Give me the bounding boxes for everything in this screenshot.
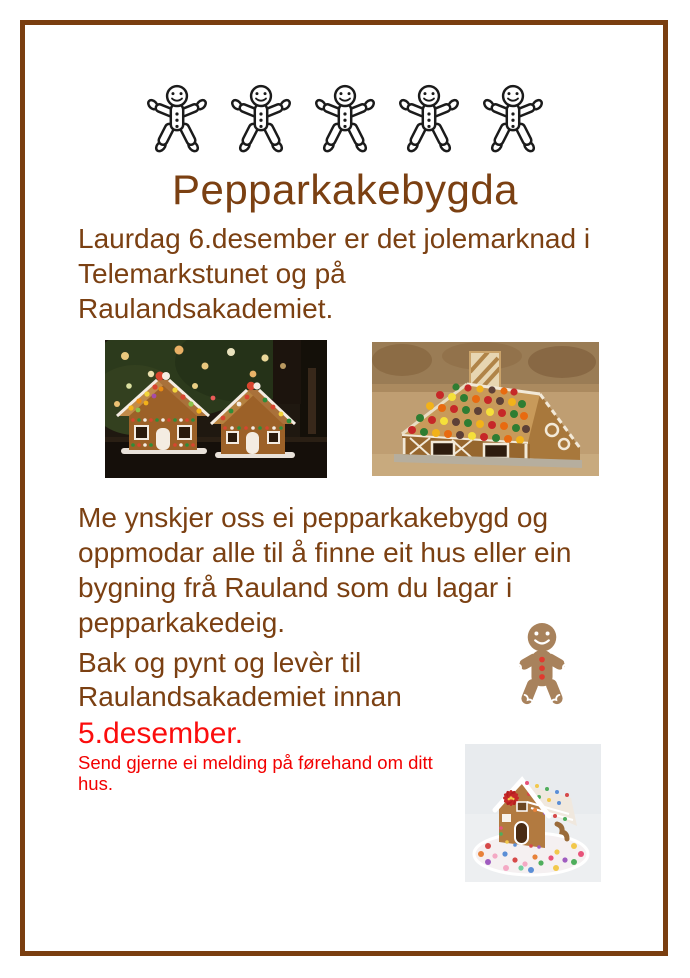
request-line: bygning frå Rauland som du lagar i [78, 572, 513, 603]
gingerbread-man-outline-icon [398, 84, 460, 154]
request-line: oppmodar alle til å finne eit hus eller ein [78, 537, 572, 568]
gingerbread-man-brown-icon [511, 620, 573, 714]
request-line: Me ynskjer oss ei pepparkakebygd og [78, 502, 549, 533]
deliver-line: Bak og pynt og levèr til [78, 647, 362, 678]
request-paragraph [78, 500, 571, 640]
note-line: hus. [78, 773, 113, 794]
two-gingerbread-houses-photo [105, 340, 327, 478]
gingerbread-row [0, 84, 690, 154]
intro-paragraph [78, 221, 590, 326]
deliver-line: Raulandsakademiet innan [78, 681, 402, 712]
request-line: pepparkakedeig. [78, 607, 286, 638]
gingerbread-man-outline-icon [230, 84, 292, 154]
gingerbread-man-outline-icon [314, 84, 376, 154]
candy-roof-gingerbread-house-photo [372, 342, 599, 476]
deadline-text: 5.desember. [78, 717, 244, 750]
deliver-paragraph [78, 646, 402, 751]
candy-base-gingerbread-house-photo [465, 744, 601, 882]
intro-line: Telemarkstunet og på [78, 258, 346, 289]
page-title: Pepparkakebygda [171, 166, 519, 213]
note-line: Send gjerne ei melding på førehand om ditt [78, 752, 433, 773]
note-text [78, 752, 433, 794]
intro-line: Raulandsakademiet. [78, 293, 334, 324]
intro-line: Laurdag 6.desember er det jolemarknad i [78, 223, 591, 254]
gingerbread-man-outline-icon [146, 84, 208, 154]
gingerbread-man-outline-icon [482, 84, 544, 154]
